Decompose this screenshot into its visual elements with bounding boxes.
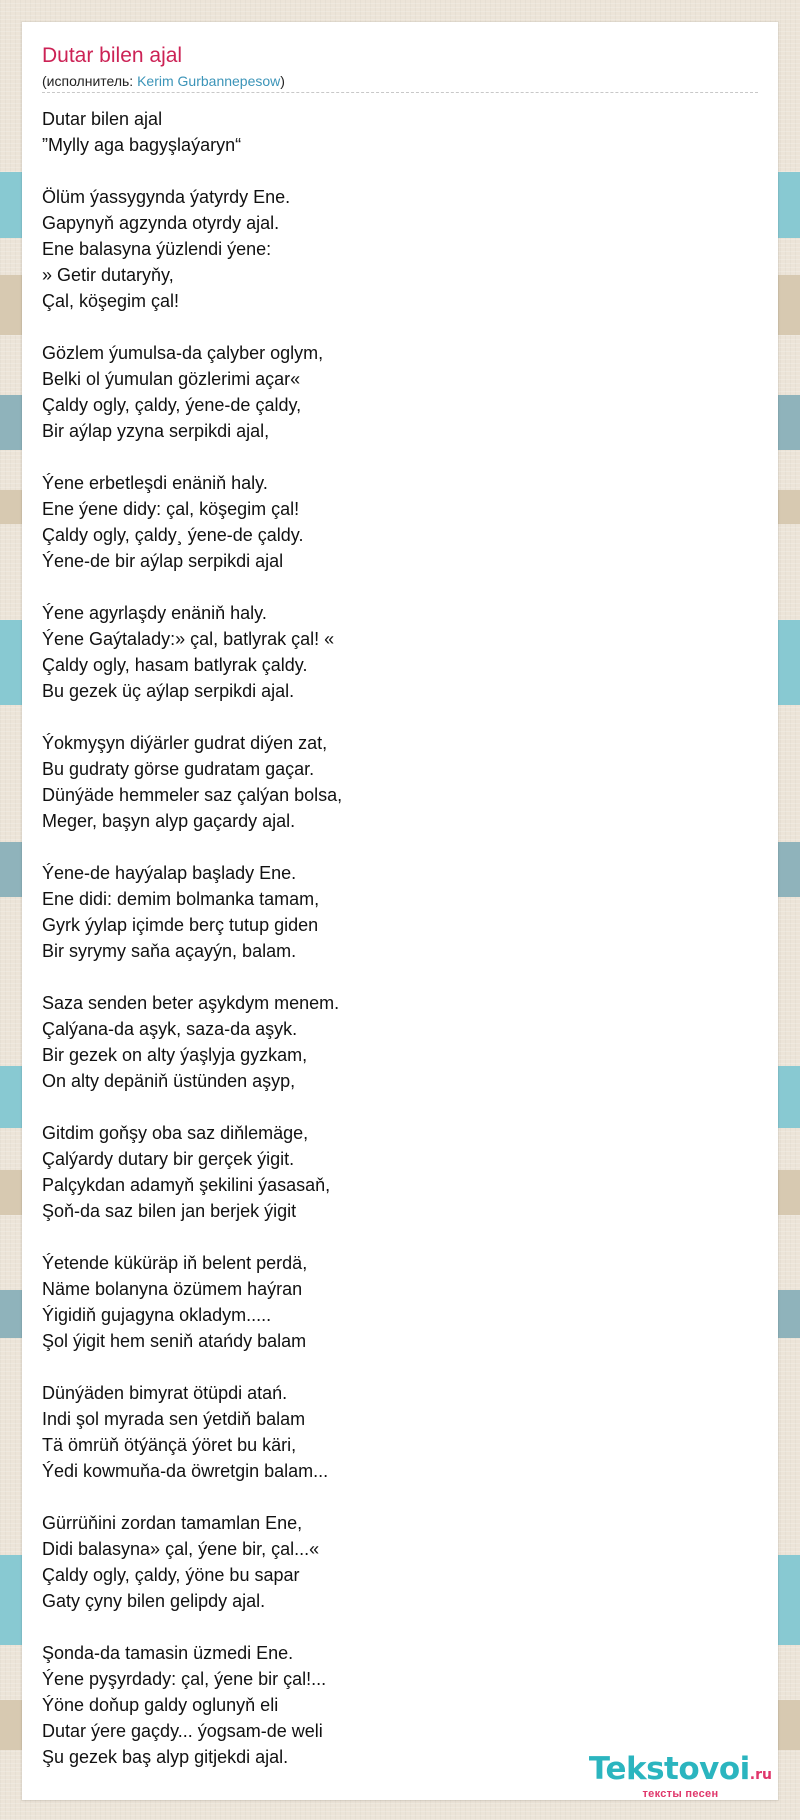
performer-line (42, 73, 285, 89)
lyric-line: Bir aýlap yzyna serpikdi ajal, (42, 421, 270, 441)
lyric-line: Ýetende küküräp iň belent perdä, (42, 1253, 308, 1273)
lyric-line: Ýöne doňup galdy oglunyň eli (42, 1695, 279, 1715)
title-divider (42, 92, 758, 93)
lyric-line: Gaty çyny bilen gelipdy ajal. (42, 1591, 266, 1611)
song-title: Dutar bilen ajal (42, 44, 183, 67)
lyric-line: Çaldy ogly, çaldy, ýöne bu sapar (42, 1565, 300, 1585)
stanza (42, 340, 758, 444)
lyric-line: Bir gezek on alty ýaşlyja gyzkam, (42, 1045, 308, 1065)
lyric-line: Dutar ýere gaçdy... ýogsam-de weli (42, 1721, 323, 1741)
stanza (42, 730, 758, 834)
stanza (42, 990, 758, 1094)
lyric-line: Ýene Gaýtalady:» çal, batlyrak çal! « (42, 629, 335, 649)
lyric-line: Çaldy ogly, çaldy, ýene-de çaldy, (42, 395, 302, 415)
lyric-line: Ýedi kowmuňa-da öwretgin balam... (42, 1461, 329, 1481)
lyric-line: Gözlem ýumulsa-da çalyber oglym, (42, 343, 324, 363)
lyric-line: Bir syrymy saňa açayýn, balam. (42, 941, 297, 961)
lyric-line: ”Mylly aga bagyşlaýaryn“ (42, 135, 242, 155)
performer-suffix: ) (280, 73, 285, 89)
lyric-line: Belki ol ýumulan gözlerimi açar« (42, 369, 301, 389)
lyric-line: Ýene erbetleşdi enäniň haly. (42, 473, 268, 493)
lyric-line: Şu gezek baş alyp gitjekdi ajal. (42, 1747, 289, 1767)
lyric-line: Şoň-da saz bilen jan berjek ýigit (42, 1201, 297, 1221)
lyric-line: Ene balasyna ýüzlendi ýene: (42, 239, 272, 259)
lyric-line: Dünýäden bimyrat ötüpdi atań. (42, 1383, 288, 1403)
lyric-line: Çaldy ogly, hasam batlyrak çaldy. (42, 655, 308, 675)
lyric-line: Çalýana-da aşyk, saza-da aşyk. (42, 1019, 298, 1039)
lyric-line: Ene didi: demim bolmanka tamam, (42, 889, 320, 909)
stanza (42, 1510, 758, 1614)
lyric-line: Dünýäde hemmeler saz çalýan bolsa, (42, 785, 343, 805)
logo-name: Tekstovoi (588, 1751, 750, 1787)
site-logo[interactable] (589, 1752, 772, 1800)
lyric-line: Palçykdan adamyň şekilini ýasasaň, (42, 1175, 331, 1195)
lyric-line: Gitdim goňşy oba saz diňlemäge, (42, 1123, 309, 1143)
lyric-line: Näme bolanyna özümem haýran (42, 1279, 303, 1299)
lyric-line: Ölüm ýassygynda ýatyrdy Ene. (42, 187, 291, 207)
stanza (42, 184, 758, 314)
lyric-line: Gyrk ýylap içimde berç tutup giden (42, 915, 319, 935)
lyric-line: » Getir dutaryňy, (42, 265, 174, 285)
lyric-line: Çalýardy dutary bir gerçek ýigit. (42, 1149, 295, 1169)
lyric-line: Şonda-da tamasin üzmedi Ene. (42, 1643, 294, 1663)
lyric-line: Ýene-de hayýalap başlady Ene. (42, 863, 297, 883)
stanza (42, 106, 758, 158)
lyric-line: Şol ýigit hem seniň atańdy balam (42, 1331, 307, 1351)
lyric-line: Gürrüňini zordan tamamlan Ene, (42, 1513, 303, 1533)
lyric-line: Gapynyň agzynda otyrdy ajal. (42, 213, 280, 233)
lyric-line: Didi balasyna» çal, ýene bir, çal...« (42, 1539, 320, 1559)
lyric-line: Ýene-de bir aýlap serpikdi ajal (42, 551, 284, 571)
lyric-line: Çal, köşegim çal! (42, 291, 180, 311)
lyrics-body (42, 106, 758, 1796)
lyric-line: On alty depäniň üstünden aşyp, (42, 1071, 296, 1091)
lyric-line: Ýokmyşyn diýärler gudrat diýen zat, (42, 733, 328, 753)
lyric-line: Meger, başyn alyp gaçardy ajal. (42, 811, 296, 831)
lyric-line: Tä ömrüň ötýänçä ýöret bu käri, (42, 1435, 297, 1455)
lyric-line: Çaldy ogly, çaldy¸ ýene-de çaldy. (42, 525, 304, 545)
lyric-line: Bu gezek üç aýlap serpikdi ajal. (42, 681, 295, 701)
lyric-line: Dutar bilen ajal (42, 109, 163, 129)
stanza (42, 860, 758, 964)
performer-prefix: (исполнитель: (42, 73, 138, 89)
stanza (42, 1380, 758, 1484)
lyric-line: Ýigidiň gujagyna okladym..... (42, 1305, 272, 1325)
lyric-line: Saza senden beter aşykdym menem. (42, 993, 340, 1013)
stanza (42, 600, 758, 704)
logo-tagline: тексты песен (642, 1788, 719, 1800)
lyric-line: Ene ýene didy: çal, köşegim çal! (42, 499, 300, 519)
lyric-line: Bu gudraty görse gudratam gaçar. (42, 759, 315, 779)
performer-link[interactable]: Kerim Gurbannepesow (137, 73, 281, 89)
stanza (42, 1250, 758, 1354)
lyric-line: Ýene pyşyrdady: çal, ýene bir çal!... (42, 1669, 327, 1689)
stanza (42, 1120, 758, 1224)
logo-domain: .ru (749, 1767, 772, 1783)
lyric-line: Indi şol myrada sen ýetdiň balam (42, 1409, 306, 1429)
lyric-line: Ýene agyrlaşdy enäniň haly. (42, 603, 267, 623)
lyrics-card (22, 22, 778, 1800)
stanza (42, 470, 758, 574)
